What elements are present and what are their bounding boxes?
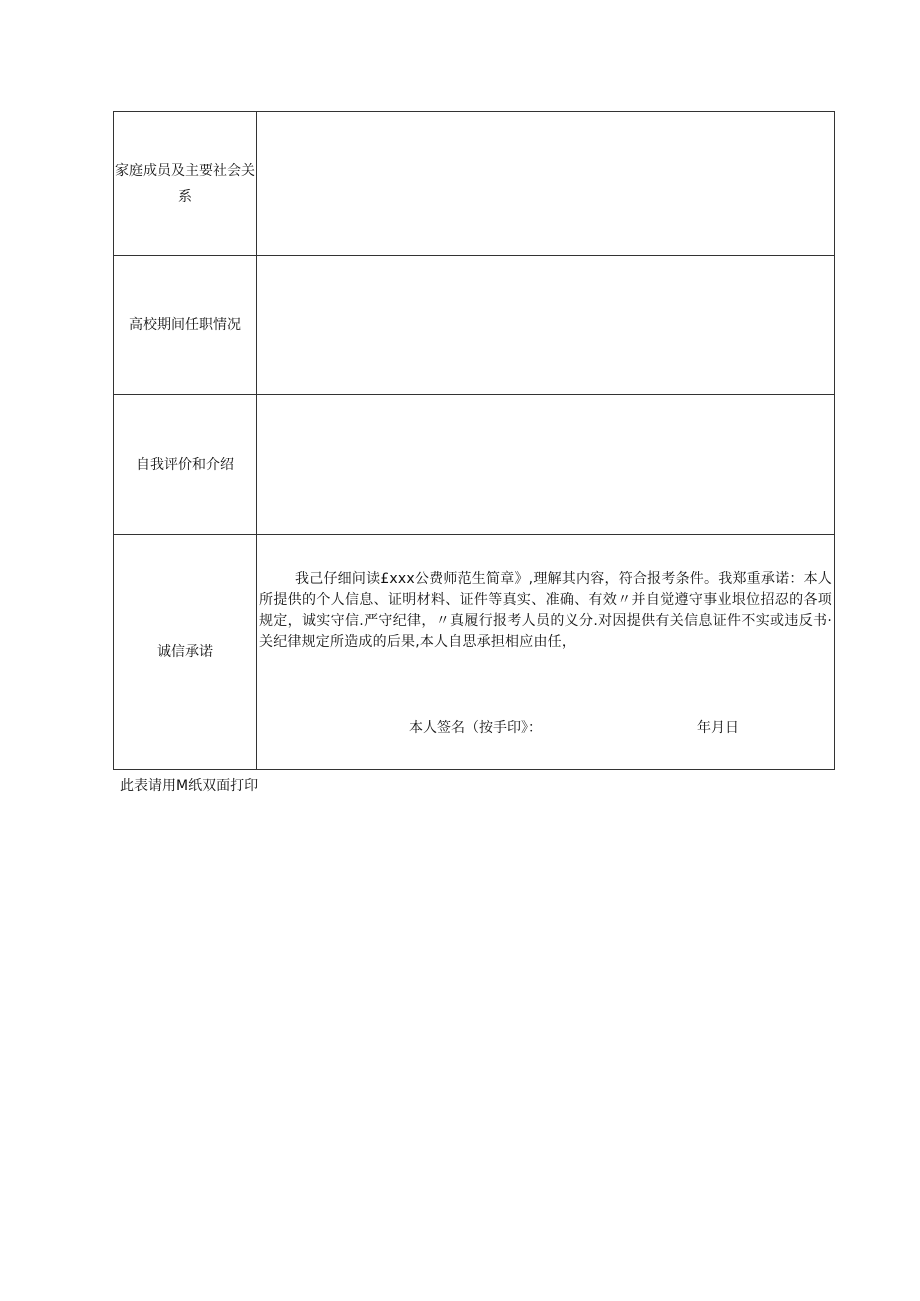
self-evaluation-row <box>114 395 835 535</box>
pledge-label: 诚信承诺 <box>114 535 257 770</box>
position-field[interactable] <box>257 256 835 395</box>
family-label: 家庭成员及主要社会关系 <box>114 112 257 256</box>
pledge-text: 我己仔细问读£xxx公费师范生简章》,理解其内容，符合报考条件。我郑重承诺：本人所提供的个人信息、证明材料、证件等真实、准确、有效〃并自觉遵守事业垠位招忍的各项规定，诚实守信.严守纪律，〃真履行报考人员的义分.对因提供有关信息证件不实或违反书·关纪律规定所造成的后果,本人自思承担相应由任， <box>259 571 832 650</box>
family-row <box>114 112 835 256</box>
self-evaluation-label: 自我评价和介绍 <box>114 395 257 535</box>
pledge-cell <box>257 535 835 770</box>
signature-label: 本人签名（按手印》： <box>409 720 542 736</box>
position-row <box>114 256 835 395</box>
application-form-table <box>113 111 835 770</box>
self-evaluation-field[interactable] <box>257 395 835 535</box>
print-footnote: 此表请用M纸双面打印 <box>120 778 259 794</box>
family-field[interactable] <box>257 112 835 256</box>
date-label: 年月日 <box>697 720 739 736</box>
pledge-row <box>114 535 835 770</box>
position-label: 高校期间任职情况 <box>114 256 257 395</box>
